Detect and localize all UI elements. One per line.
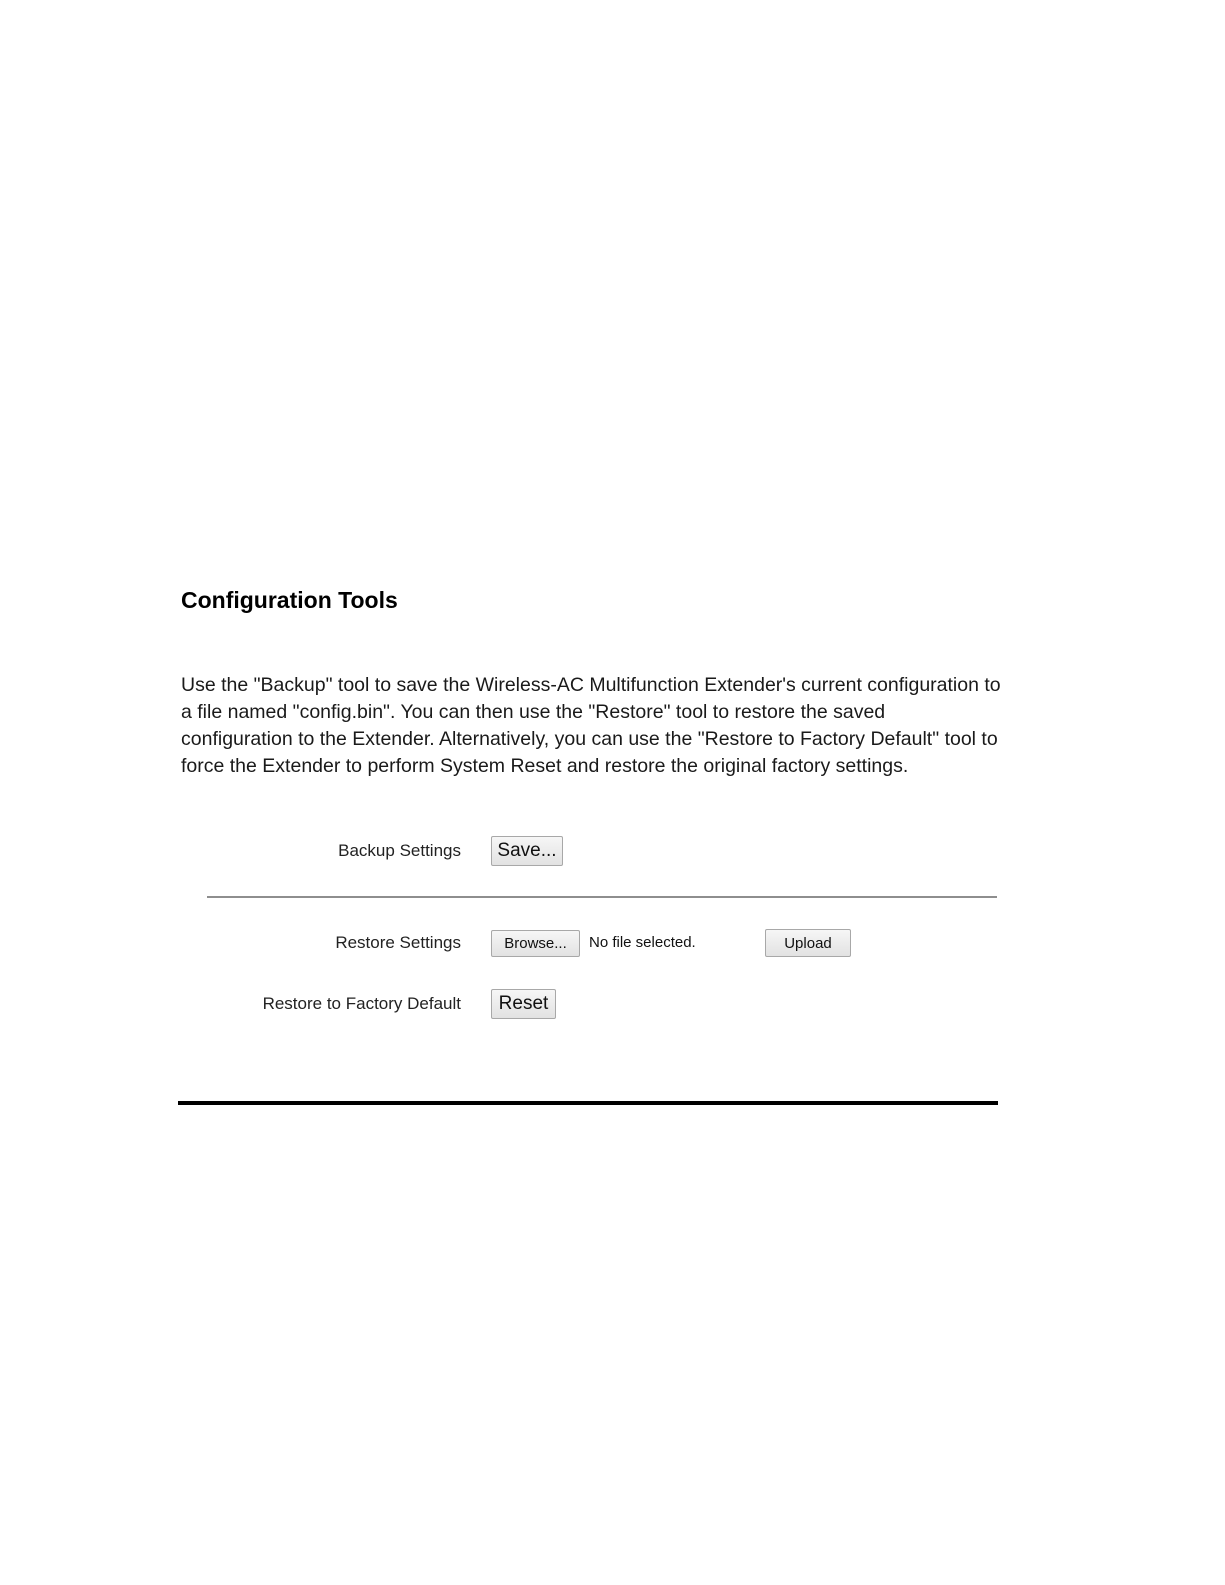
page-title: Configuration Tools	[181, 587, 398, 613]
description-line: force the Extender to perform System Reset and restore the original factory settings.	[181, 755, 909, 777]
factory-default-label: Restore to Factory Default	[262, 994, 461, 1013]
reset-button[interactable]: Reset	[491, 989, 556, 1019]
description-paragraph	[181, 672, 1061, 780]
browse-button[interactable]: Browse...	[491, 930, 580, 957]
description-line: configuration to the Extender. Alternatively, you can use the "Restore to Factory Default" tool to	[181, 728, 998, 750]
description-line: Use the "Backup" tool to save the Wireless-AC Multifunction Extender's current configuration to	[181, 674, 1001, 696]
restore-settings-label: Restore Settings	[335, 933, 461, 952]
file-status-text: No file selected.	[589, 934, 696, 951]
description-line: a file named "config.bin". You can then use the "Restore" tool to restore the saved	[181, 701, 886, 723]
section-divider	[207, 896, 997, 898]
upload-button[interactable]: Upload	[765, 929, 851, 957]
backup-settings-label: Backup Settings	[338, 841, 461, 860]
save-button[interactable]: Save...	[491, 836, 563, 866]
bottom-rule	[178, 1101, 998, 1105]
